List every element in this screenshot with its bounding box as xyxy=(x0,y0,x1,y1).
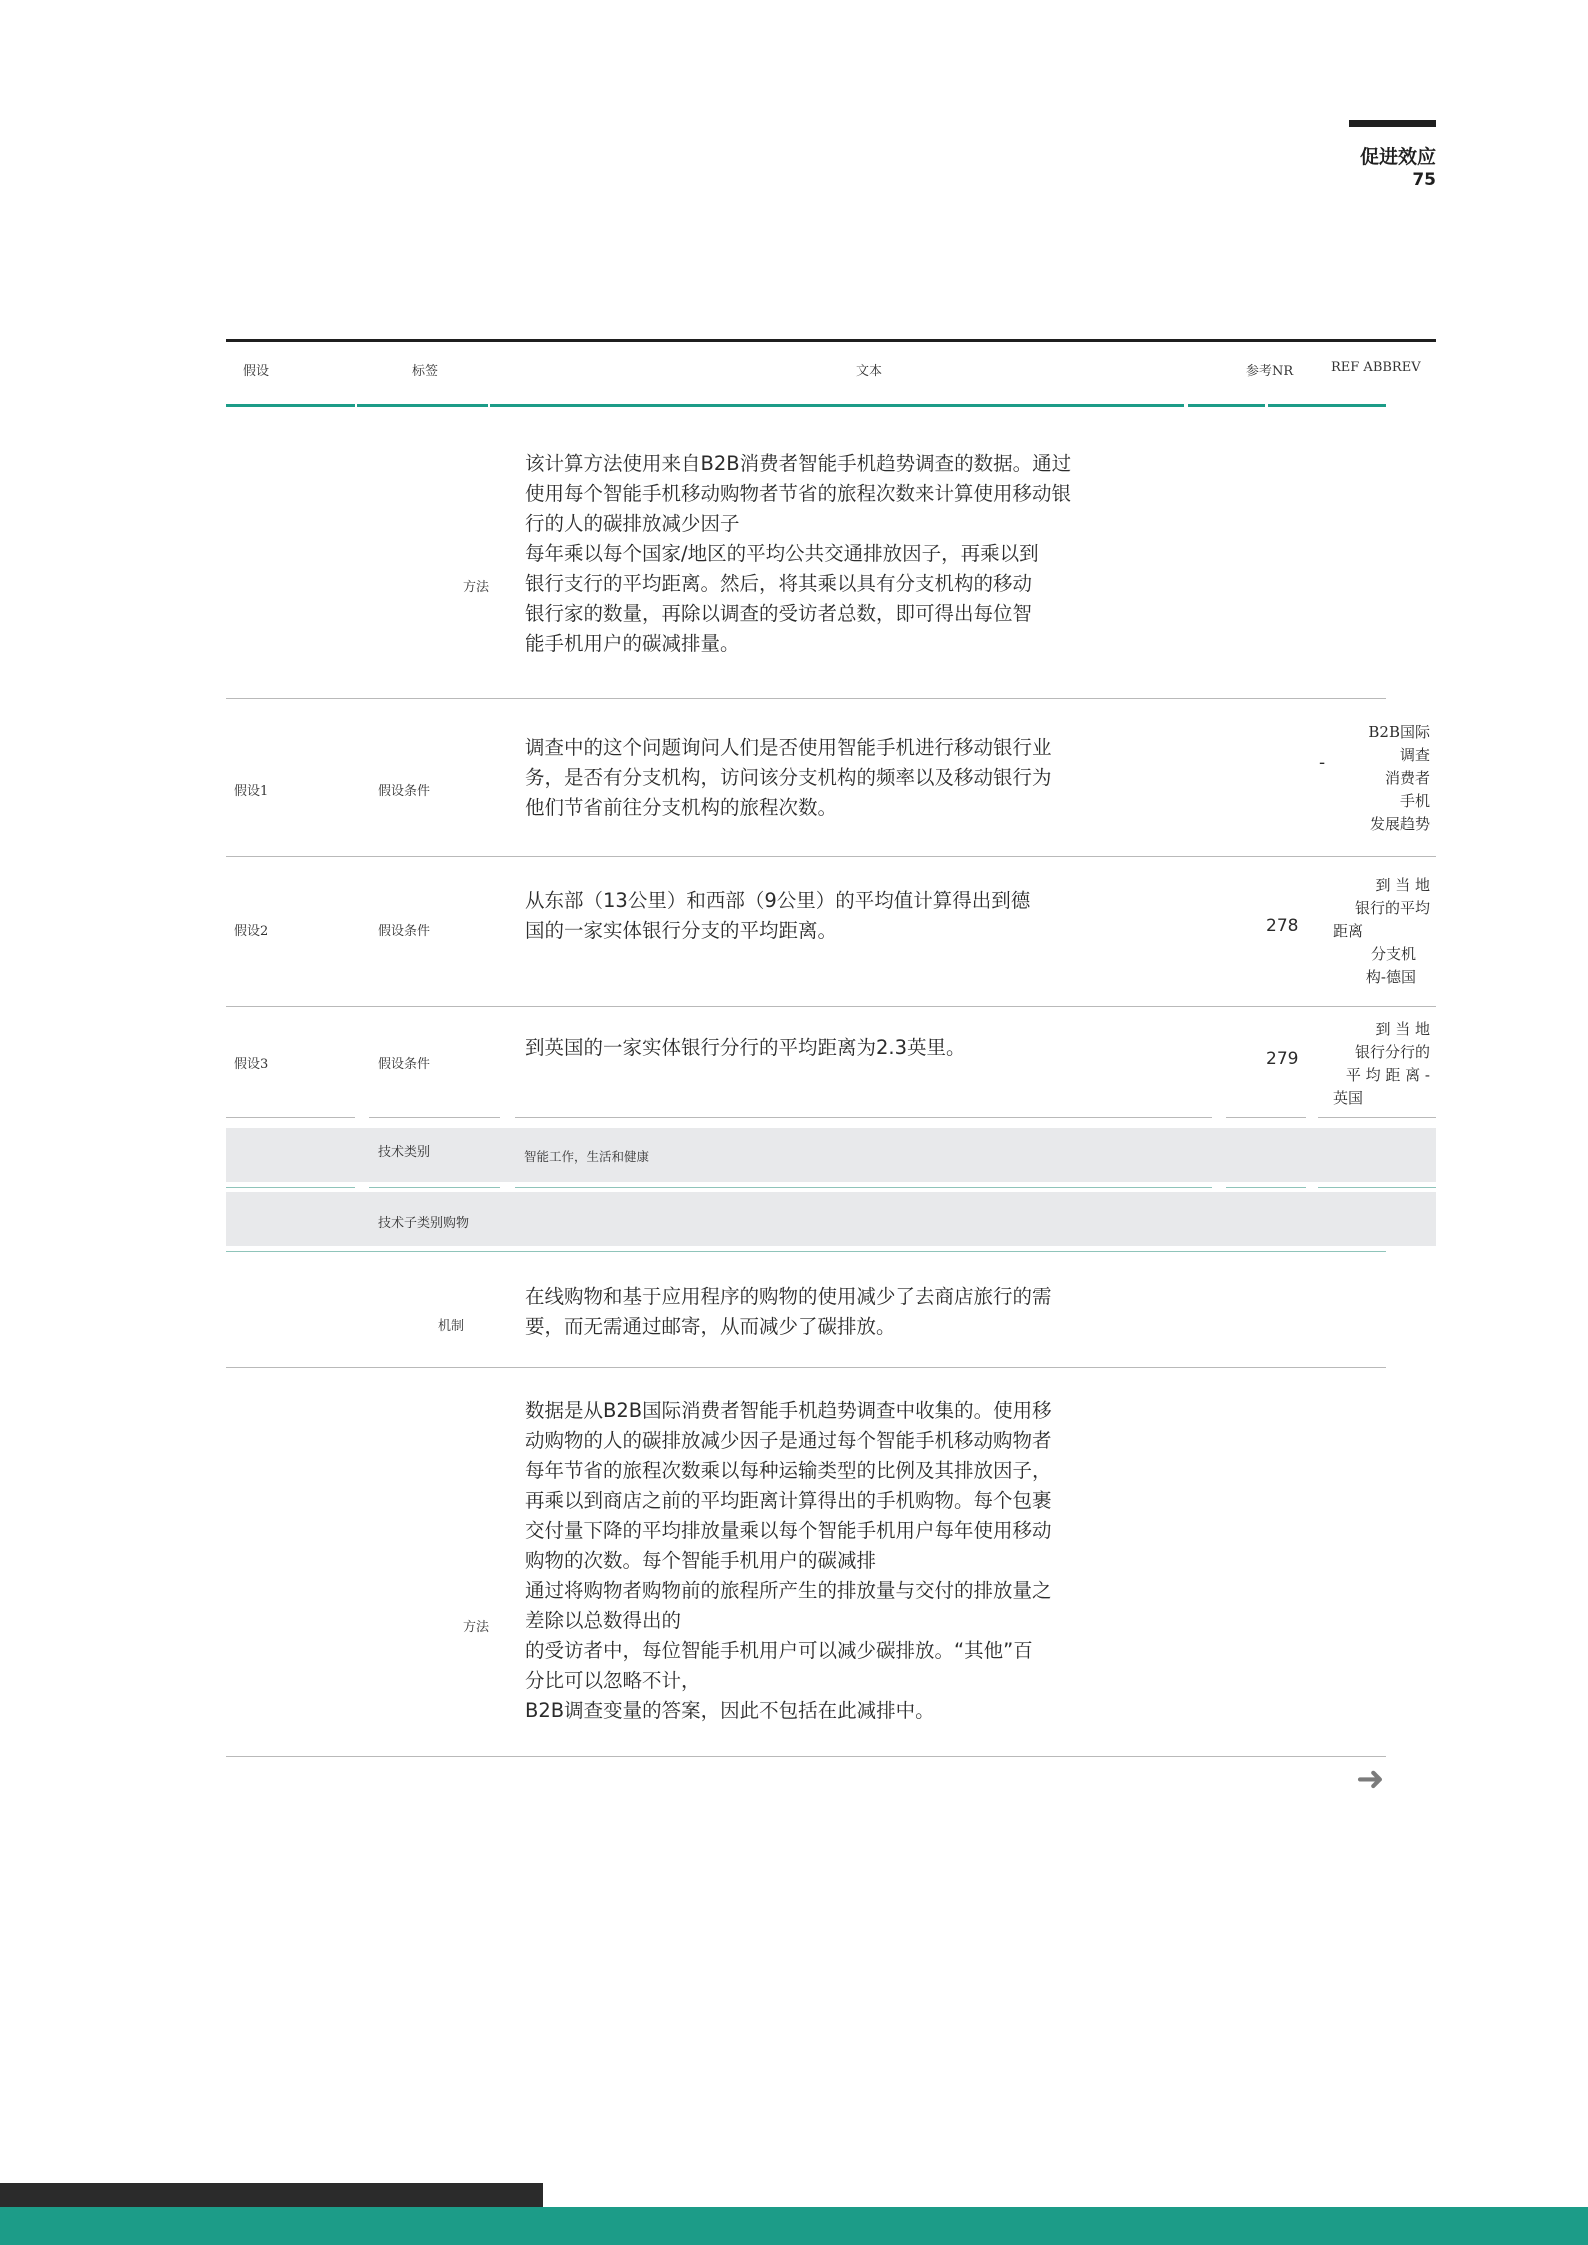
assumption-text: 到英国的一家实体银行分行的平均距离为2.3英里。 xyxy=(525,1036,966,1059)
hypothesis-id: 假设2 xyxy=(234,924,269,939)
ref-number: - xyxy=(1319,753,1326,773)
row-label-assumption: 假设条件 xyxy=(378,784,431,799)
row-divider xyxy=(226,1117,355,1118)
column-header-ref-abbrev: REF ABBREV xyxy=(1331,360,1421,375)
ref-number: 278 xyxy=(1266,916,1299,936)
column-header-label: 标签 xyxy=(412,364,439,379)
row-label-method: 方法 xyxy=(463,1620,490,1635)
method-text: 该计算方法使用来自B2B消费者智能手机趋势调查的数据。通过 使用每个智能手机移动购物者节省的旅程次数来计算使用移动银 行的人的碳排放减少因子 每年乘以每个国家/地区的平均公共交通排放因子，再乘以到 银行支行的平均距离。然后，将其乘以具有分支机构的移动 银行家的数量，再除以调查的受访者总数，即可得出每位智 能手机用户的碳减排量。 xyxy=(525,452,1072,655)
arrow-right-icon[interactable]: ➜ xyxy=(1356,1759,1385,1799)
column-header-ref-nr: 参考NR xyxy=(1246,364,1294,379)
section-title: 促进效应 xyxy=(1359,146,1436,168)
tech-category-value: 智能工作，生活和健康 xyxy=(524,1149,650,1164)
row-label-mechanism: 机制 xyxy=(438,1319,465,1334)
table-top-rule xyxy=(226,339,1436,342)
hypothesis-id: 假设1 xyxy=(234,784,269,799)
header-underline xyxy=(357,404,488,407)
row-divider xyxy=(515,1117,1212,1118)
header-underline xyxy=(226,404,355,407)
mechanism-text: 在线购物和基于应用程序的购物的使用减少了去商店旅行的需 要，而无需通过邮寄，从而减少了碳排放。 xyxy=(525,1285,1052,1338)
header-underline xyxy=(1268,404,1386,407)
page-number: 75 xyxy=(1412,170,1436,190)
row-divider xyxy=(515,1187,1212,1188)
assumption-text: 调查中的这个问题询问人们是否使用智能手机进行移动银行业 务，是否有分支机构，访问该分支机构的频率以及移动银行为 他们节省前往分支机构的旅程次数。 xyxy=(525,736,1052,819)
ref-abbreviation: 到 当 地 银行的平均 距离 分支机 构-德国 xyxy=(1333,876,1430,986)
row-label-method: 方法 xyxy=(463,580,490,595)
row-divider xyxy=(1318,1187,1436,1188)
method-text: 数据是从B2B国际消费者智能手机趋势调查中收集的。使用移 动购物的人的碳排放减少因子是通过每个智能手机移动购物者 每年节省的旅程次数乘以每种运输类型的比例及其排放因子， 再乘以到商店之前的平均距离计算得出的手机购物。每个包裹 交付量下降的平均排放量乘以每个智能手机用户每年使用移动 购物的次数。每个智能手机用户的碳减排 通过将购物者购物前的旅程所产生的排放量与交付的排放量之 差除以总数得出的 的受访者中，每位智能手机用户可以减少碳排放。“其他”百 分比可以忽略不计， B2B调查变量的答案，因此不包括在此减排中。 xyxy=(525,1399,1052,1722)
row-divider xyxy=(369,1117,500,1118)
row-divider xyxy=(226,1187,355,1188)
row-divider xyxy=(226,1367,1386,1368)
header-underline xyxy=(1188,404,1265,407)
column-header-text: 文本 xyxy=(856,364,883,379)
row-divider xyxy=(226,1756,1386,1757)
footer-dark-bar xyxy=(0,2183,543,2207)
header-underline xyxy=(490,404,1184,407)
row-divider xyxy=(1226,1117,1306,1118)
tech-category-label: 技术类别 xyxy=(378,1145,431,1160)
tech-subcategory-label: 技术子类别购物 xyxy=(378,1216,470,1231)
hypothesis-id: 假设3 xyxy=(234,1057,269,1072)
ref-abbreviation: 到 当 地 银行分行的 平 均 距 离 - 英国 xyxy=(1333,1020,1430,1107)
ref-abbreviation: B2B国际 调查 消费者 手机 发展趋势 xyxy=(1368,723,1430,833)
ref-number: 279 xyxy=(1266,1049,1299,1069)
row-divider xyxy=(369,1187,500,1188)
row-divider xyxy=(226,698,1386,699)
row-label-assumption: 假设条件 xyxy=(378,924,431,939)
row-divider xyxy=(226,1251,1386,1252)
header-rule xyxy=(1349,120,1436,127)
row-label-assumption: 假设条件 xyxy=(378,1057,431,1072)
column-header-hypothesis: 假设 xyxy=(243,364,270,379)
row-divider xyxy=(226,1006,1436,1007)
footer-teal-bar xyxy=(0,2207,1588,2245)
row-divider xyxy=(1226,1187,1306,1188)
assumption-text: 从东部（13公里）和西部（9公里）的平均值计算得出到德 国的一家实体银行分支的平均距离。 xyxy=(525,889,1031,942)
row-divider xyxy=(226,856,1436,857)
row-divider xyxy=(1318,1117,1436,1118)
